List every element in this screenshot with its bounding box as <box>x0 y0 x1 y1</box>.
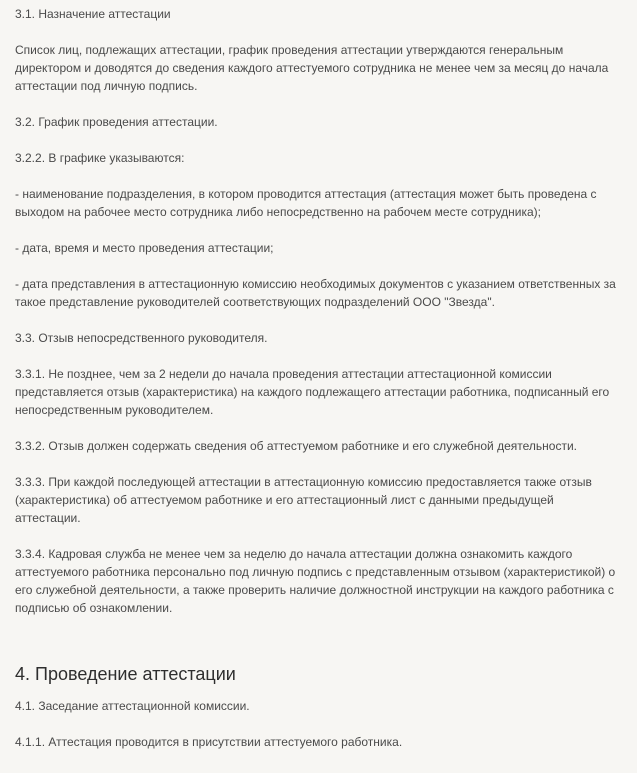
paragraph-3-3-3: 3.3.3. При каждой последующей аттестации в аттестационную комиссию предоставляется также отзыв (характеристика) об аттестуемом работнике и его аттестационный лист с данными предыдущей аттестации. <box>15 475 592 525</box>
paragraph-4-1-1: 4.1.1. Аттестация проводится в присутствии аттестуемого работника. <box>15 735 403 749</box>
list-item-date-time-place: - дата, время и место проведения аттестации; <box>15 241 274 255</box>
paragraph-3-3-4: 3.3.4. Кадровая служба не менее чем за неделю до начала аттестации должна ознакомить каждого аттестуемого работника персонально под личную подпись с представленным отзывом (характеристикой) о его служебной деятельности, а также проверить наличие должностной инструкции на каждого работника с подписью об ознакомлении. <box>15 547 616 615</box>
paragraph-4-1: 4.1. Заседание аттестационной комиссии. <box>15 699 250 713</box>
section-heading: 4. Проведение аттестации <box>15 664 236 684</box>
paragraph-3-1: 3.1. Назначение аттестации <box>15 7 171 21</box>
section-spacer <box>15 635 621 663</box>
paragraph-3-3-1: 3.3.1. Не позднее, чем за 2 недели до начала проведения аттестации аттестационной комиссии представляется отзыв (характеристика) на каждого подлежащего аттестации работника, подписанный его непосредственным руководителем. <box>15 367 610 417</box>
paragraph-3-3: 3.3. Отзыв непосредственного руководителя. <box>15 331 268 345</box>
paragraph-3-2-2: 3.2.2. В графике указываются: <box>15 151 185 165</box>
paragraph-3-3-2: 3.3.2. Отзыв должен содержать сведения об аттестуемом работнике и его служебной деятельности. <box>15 439 577 453</box>
list-item-department: - наименование подразделения, в котором проводится аттестация (аттестация может быть проведена с выходом на рабочее место сотрудника либо непосредственно на рабочем месте сотрудника); <box>15 187 597 219</box>
paragraph-3-2: 3.2. График проведения аттестации. <box>15 115 218 129</box>
paragraph-3-1-text: Список лиц, подлежащих аттестации, график проведения аттестации утверждаются генеральным директором и доводятся до сведения каждого аттестуемого сотрудника не менее чем за месяц до начала аттестации под личную подпись. <box>15 43 609 93</box>
list-item-documents-date: - дата представления в аттестационную комиссию необходимых документов с указанием ответственных за такое представление руководителей соответствующих подразделений ООО "Звезда". <box>15 277 616 309</box>
